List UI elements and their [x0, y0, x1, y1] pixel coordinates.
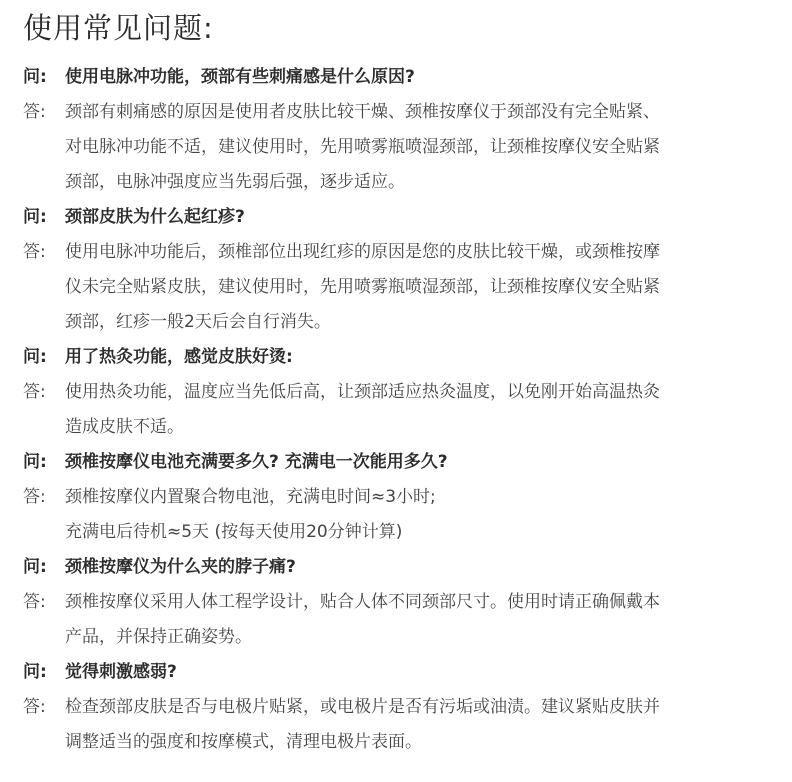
- question-text: 颈椎按摩仪电池充满要多久? 充满电一次能用多久?: [65, 452, 448, 472]
- faq-question: [23, 445, 775, 480]
- answer-line: 造成皮肤不适。: [65, 417, 184, 437]
- answer-line: 充满电后待机≈5天 (按每天使用20分钟计算): [65, 522, 403, 542]
- answer-text: [65, 95, 775, 200]
- answer-prefix: 答:: [23, 487, 46, 507]
- answer-text: [65, 375, 775, 445]
- faq-question: [23, 200, 775, 235]
- question-prefix: 问:: [23, 662, 47, 682]
- faq-answer: [23, 690, 775, 760]
- faq-question: [23, 655, 775, 690]
- question-text: 颈椎按摩仪为什么夹的脖子痛?: [65, 557, 296, 577]
- answer-line: 使用电脉冲功能后，颈椎部位出现红疹的原因是您的皮肤比较干燥，或颈椎按摩: [65, 242, 660, 262]
- faq-answer: [23, 480, 775, 550]
- question-prefix: 问:: [23, 207, 47, 227]
- faq-question: [23, 340, 775, 375]
- faq-list: [23, 60, 775, 760]
- question-text: 用了热灸功能，感觉皮肤好烫:: [65, 347, 293, 367]
- question-text: 觉得刺激感弱?: [65, 662, 177, 682]
- answer-prefix: 答:: [23, 382, 46, 402]
- faq-question: [23, 550, 775, 585]
- faq-answer: [23, 375, 775, 445]
- question-text: 使用电脉冲功能，颈部有些刺痛感是什么原因?: [65, 67, 415, 87]
- answer-line: 产品，并保持正确姿势。: [65, 627, 252, 647]
- answer-text: [65, 690, 775, 760]
- faq-answer: [23, 585, 775, 655]
- answer-line: 颈椎按摩仪采用人体工程学设计，贴合人体不同颈部尺寸。使用时请正确佩戴本: [65, 592, 660, 612]
- faq-answer: [23, 235, 775, 340]
- question-prefix: 问:: [23, 452, 47, 472]
- answer-line: 颈部，红疹一般2天后会自行消失。: [65, 312, 331, 332]
- answer-line: 检查颈部皮肤是否与电极片贴紧，或电极片是否有污垢或油渍。建议紧贴皮肤并: [65, 697, 660, 717]
- question-prefix: 问:: [23, 347, 47, 367]
- answer-line: 颈部，电脉冲强度应当先弱后强，逐步适应。: [65, 172, 405, 192]
- answer-text: [65, 235, 775, 340]
- answer-line: 对电脉冲功能不适，建议使用时，先用喷雾瓶喷湿颈部，让颈椎按摩仪安全贴紧: [65, 137, 660, 157]
- answer-prefix: 答:: [23, 697, 46, 717]
- answer-text: [65, 480, 775, 550]
- answer-prefix: 答:: [23, 592, 46, 612]
- answer-text: [65, 585, 775, 655]
- page-title: 使用常见问题:: [23, 11, 214, 45]
- answer-line: 调整适当的强度和按摩模式，清理电极片表面。: [65, 732, 422, 752]
- answer-line: 使用热灸功能，温度应当先低后高，让颈部适应热灸温度，以免刚开始高温热灸: [65, 382, 660, 402]
- faq-answer: [23, 95, 775, 200]
- answer-line: 颈部有刺痛感的原因是使用者皮肤比较干燥、颈椎按摩仪于颈部没有完全贴紧、: [65, 102, 660, 122]
- question-prefix: 问:: [23, 67, 47, 87]
- answer-line: 颈椎按摩仪内置聚合物电池，充满电时间≈3小时;: [65, 487, 436, 507]
- answer-prefix: 答:: [23, 102, 46, 122]
- question-prefix: 问:: [23, 557, 47, 577]
- answer-prefix: 答:: [23, 242, 46, 262]
- question-text: 颈部皮肤为什么起红疹?: [65, 207, 245, 227]
- faq-question: [23, 60, 775, 95]
- answer-line: 仪未完全贴紧皮肤，建议使用时，先用喷雾瓶喷湿颈部，让颈椎按摩仪安全贴紧: [65, 277, 660, 297]
